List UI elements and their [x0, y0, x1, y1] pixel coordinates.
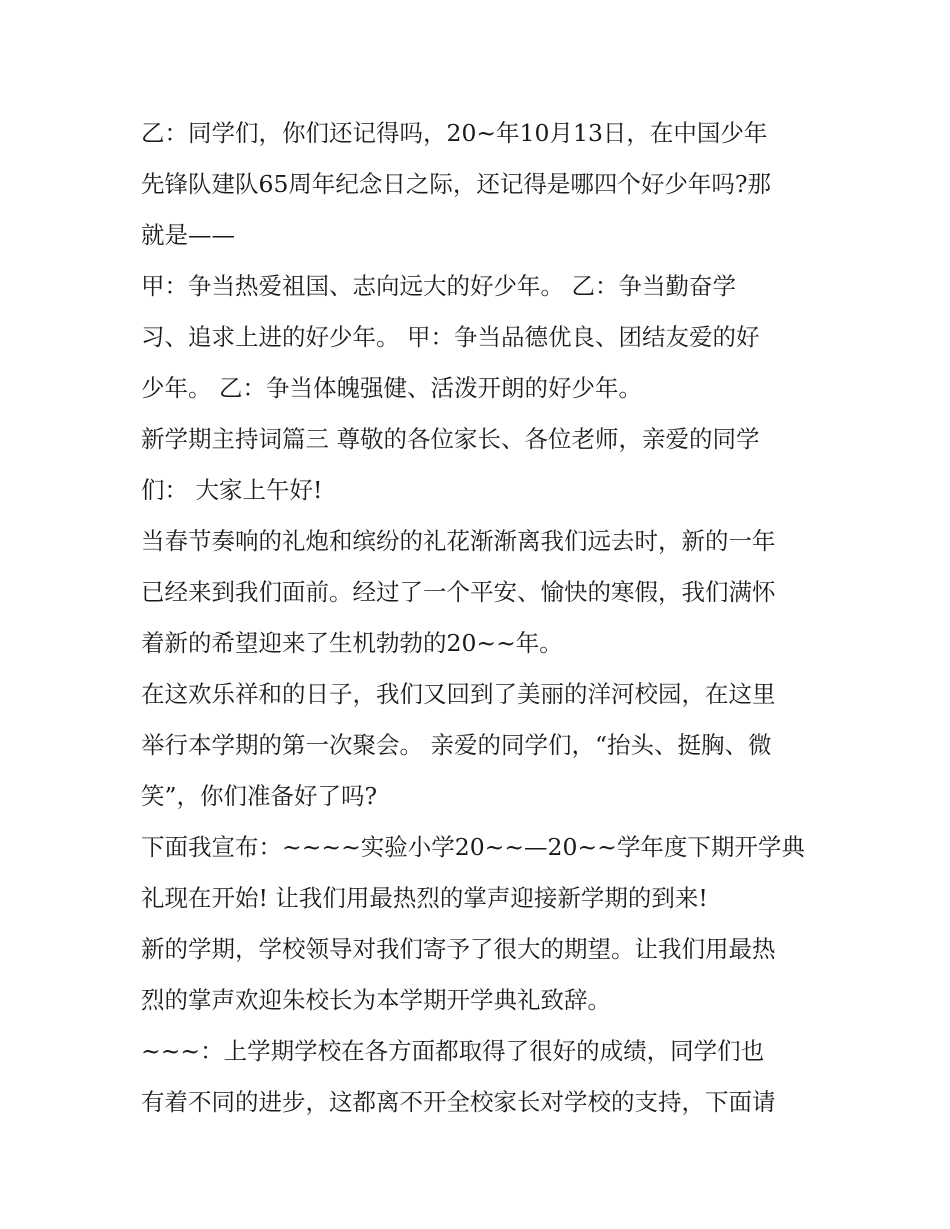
text-line: 乙：同学们，你们还记得吗，20~年10月13日，在中国少年 — [141, 119, 768, 147]
text-line: 新的学期，学校领导对我们寄予了很大的期望。让我们用最热 — [141, 935, 776, 963]
text-line: 当春节奏响的礼炮和缤纷的礼花渐渐离我们远去时，新的一年 — [141, 527, 776, 555]
text-line: 笑”，你们准备好了吗? — [141, 782, 378, 810]
text-line: 有着不同的进步，这都离不开全校家长对学校的支持，下面请 — [141, 1088, 776, 1116]
text-line: 甲：争当热爱祖国、志向远大的好少年。 乙：争当勤奋学 — [141, 272, 736, 300]
text-line: 在这欢乐祥和的日子，我们又回到了美丽的洋河校园，在这里 — [141, 680, 776, 708]
document-page — [141, 108, 831, 1128]
text-line: 先锋队建队65周年纪念日之际，还记得是哪四个好少年吗?那 — [141, 170, 772, 198]
text-line: 举行本学期的第一次聚会。 亲爱的同学们，“抬头、挺胸、微 — [141, 731, 772, 759]
text-line: 已经来到我们面前。经过了一个平安、愉快的寒假，我们满怀 — [141, 578, 776, 606]
text-line: 烈的掌声欢迎朱校长为本学期开学典礼致辞。 — [141, 986, 611, 1014]
text-line: 们： 大家上午好! — [141, 476, 323, 504]
text-line: 新学期主持词篇三 尊敬的各位家长、各位老师，亲爱的同学 — [141, 425, 760, 453]
text-line: 习、追求上进的好少年。 甲：争当品德优良、团结友爱的好 — [141, 323, 760, 351]
text-line: 下面我宣布：~~~~实验小学20~~—20~~学年度下期开学典 — [141, 833, 805, 861]
text-line: ~~~：上学期学校在各方面都取得了很好的成绩，同学们也 — [141, 1037, 765, 1065]
text-line: 礼现在开始! 让我们用最热烈的掌声迎接新学期的到来! — [141, 884, 708, 912]
text-line: 就是—— — [141, 221, 235, 249]
text-line: 少年。 乙：争当体魄强健、活泼开朗的好少年。 — [141, 374, 642, 402]
text-line: 着新的希望迎来了生机勃勃的20~~年。 — [141, 629, 563, 657]
